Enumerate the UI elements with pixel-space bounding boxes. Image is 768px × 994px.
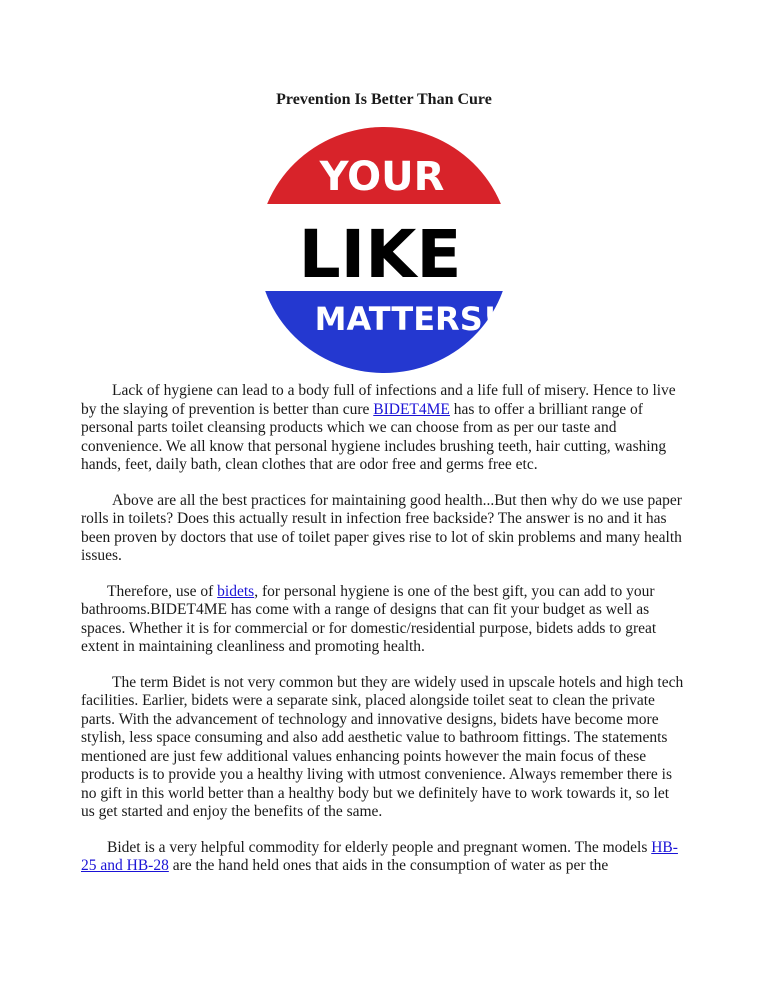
- paragraph-1-text-start: Lack of hygiene can lead to a body full of infections and a life full of misery. Hence to live by the slaying of prevention is better than cure: [81, 382, 676, 418]
- paragraph-3-text-start: Therefore, use of: [107, 582, 218, 600]
- your-like-matters-badge: [256, 125, 512, 375]
- badge-your-text: YOUR: [319, 154, 445, 200]
- paragraph-1-text-end: has to offer a brilliant range of personal parts toilet cleansing products which we can choose from as per our taste and convenience. We all know that personal hygiene includes brushing teeth, hair cutting, washing hands, feet, daily bath, clean clothes that are odor free and germs free etc.: [81, 400, 667, 473]
- paragraph-5-text-start: Bidet is a very helpful commodity for elderly people and pregnant women. The models: [107, 838, 652, 856]
- paragraph-3: [81, 583, 685, 657]
- paragraph-1: [81, 382, 685, 475]
- paragraph-3-text-end: , for personal hygiene is one of the best gift, you can add to your bathrooms.BIDET4ME has come with a range of designs that can fit your budget as well as spaces. Whether it is for commercial or for domestic/residential purpose, bidets adds to great extent in maintaining cleanliness and promoting health.: [81, 582, 657, 655]
- paragraph-4: The term Bidet is not very common but they are widely used in upscale hotels and high tech facilities. Earlier, bidets were a separate sink, placed alongside toilet seat to clean the private parts. With the advancement of technology and innovative designs, bidets have become more stylish, less space consuming and also add aesthetic value to bathroom fittings. The statements mentioned are just few additional values enhancing points however the main focus of these products is to provide you a healthy living with utmost convenience. Always remember there is no gift in this world better than a healthy body but we definitely have to work towards it, so let us get started and enjoy the benefits of the same.: [81, 673, 684, 820]
- paragraph-5: [81, 839, 685, 876]
- article-body: [81, 382, 685, 893]
- badge-like-text: LIKE: [298, 216, 462, 293]
- hb-models-link[interactable]: HB-25 and HB-28: [81, 838, 678, 874]
- paragraph-5-text-end: are the hand held ones that aids in the consumption of water as per the: [168, 857, 609, 874]
- bidet4me-link[interactable]: BIDET4ME: [373, 400, 450, 418]
- badge-matters-text: MATTERS!: [314, 300, 498, 338]
- paragraph-2: Above are all the best practices for maintaining good health...But then why do we use paper rolls in toilets? Does this actually result in infection free backside? The answer is no and it has been proven by doctors that use of toilet paper gives rise to lot of skin problems and many health issues.: [81, 491, 682, 564]
- bidets-link[interactable]: bidets: [217, 582, 255, 600]
- page-title: Prevention Is Better Than Cure: [276, 91, 492, 108]
